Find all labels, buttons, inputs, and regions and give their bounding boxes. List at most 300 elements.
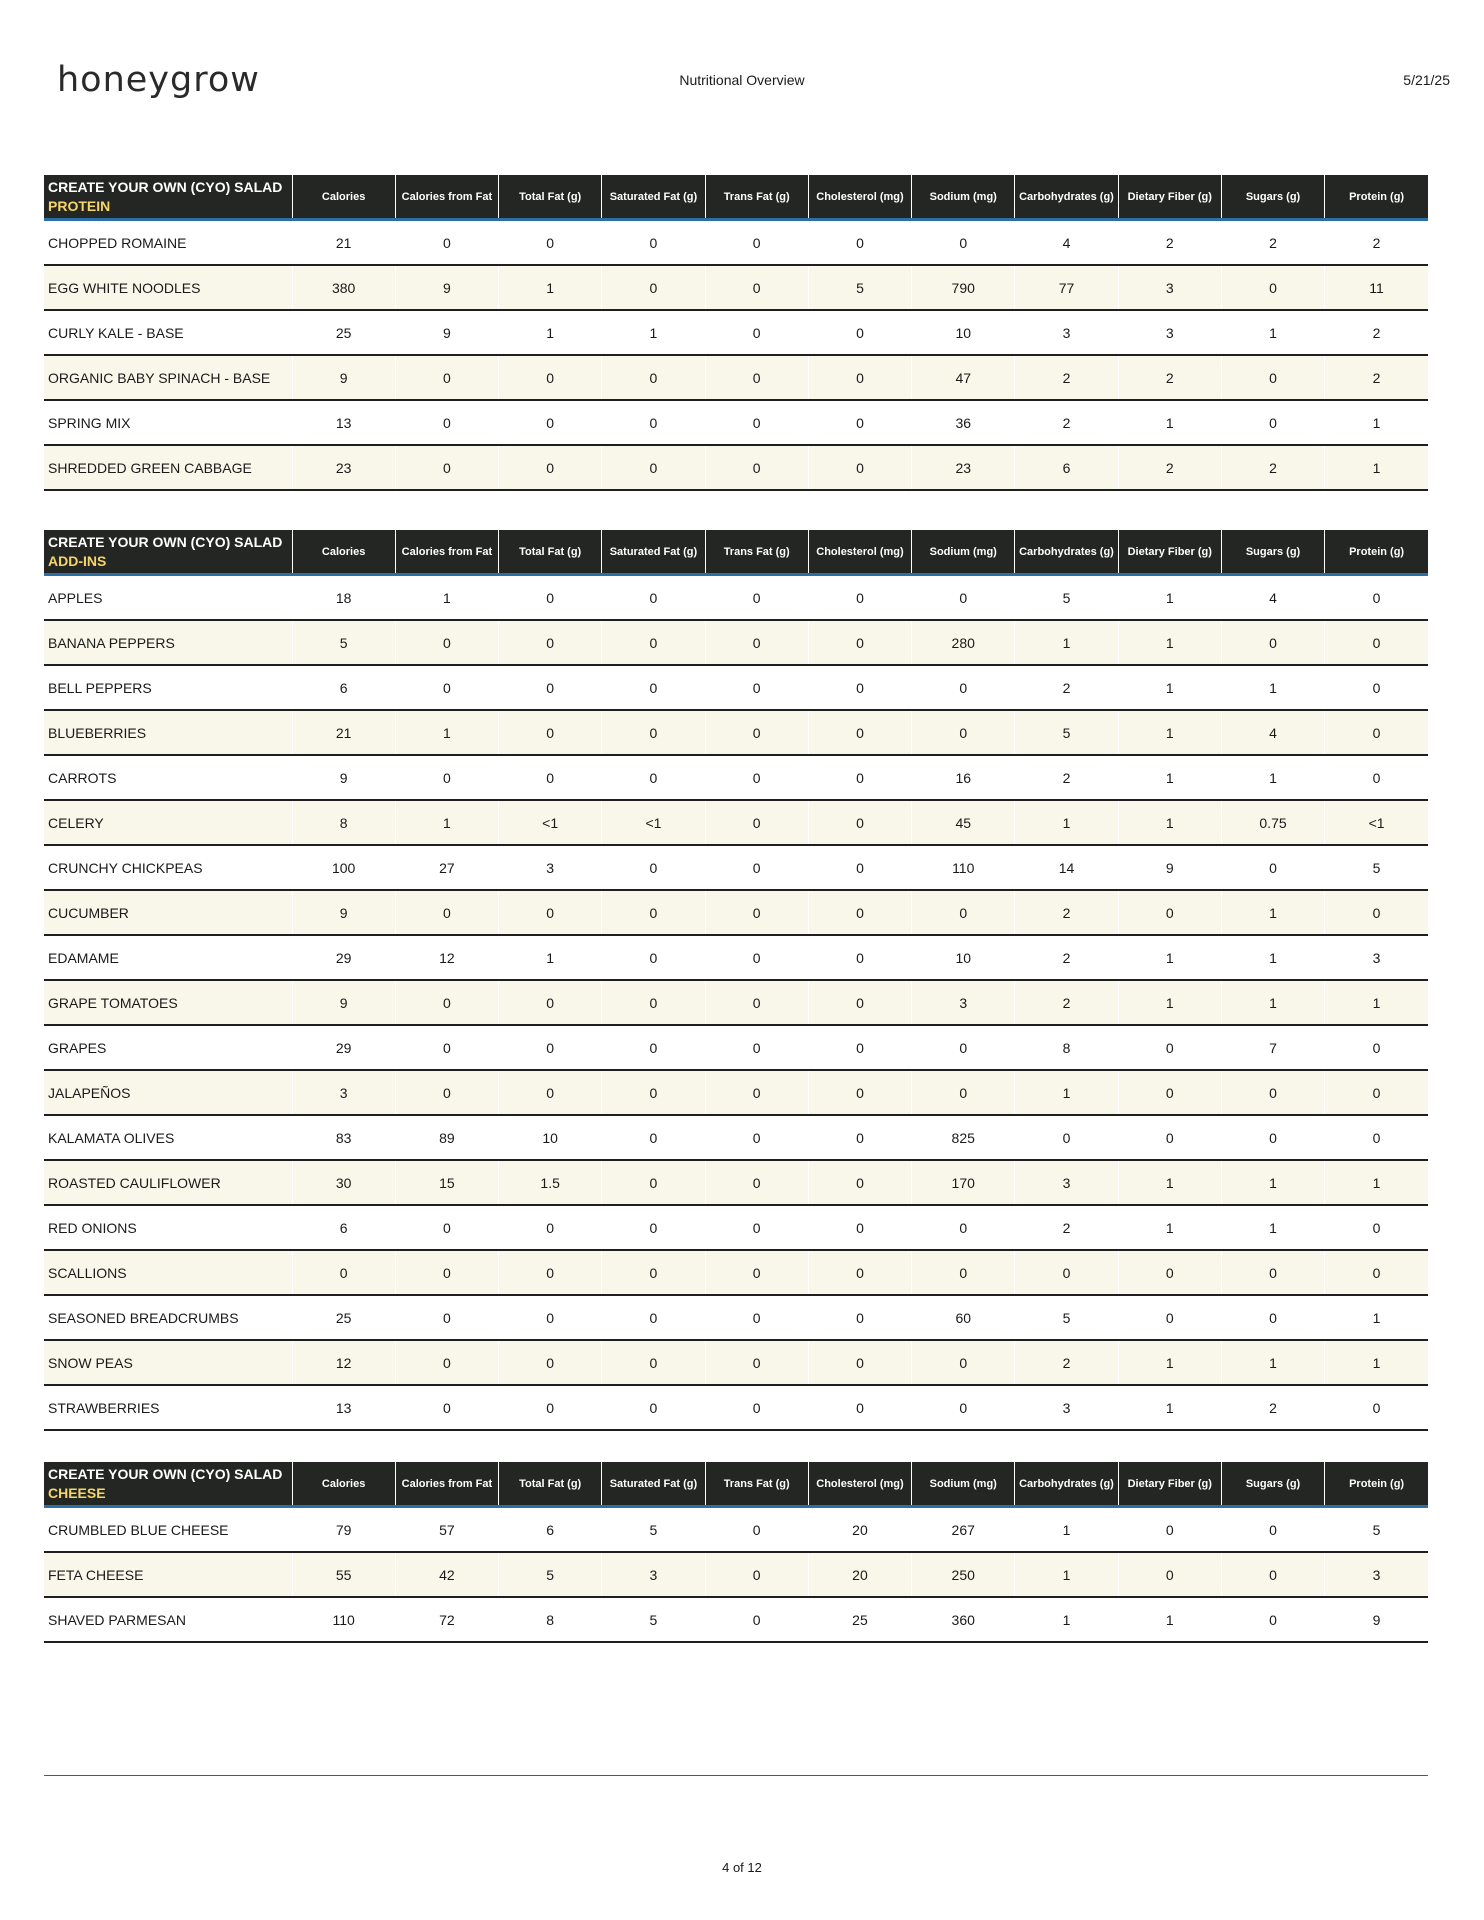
nutrition-value: 3 bbox=[499, 845, 602, 890]
nutrition-value: 0 bbox=[1118, 1250, 1221, 1295]
nutrition-value: 1 bbox=[1118, 1205, 1221, 1250]
nutrition-value: 0 bbox=[808, 1205, 911, 1250]
nutrition-value: 0 bbox=[705, 1115, 808, 1160]
nutrition-value: 0 bbox=[499, 400, 602, 445]
nutrition-value: 27 bbox=[395, 845, 498, 890]
nutrition-value: 0 bbox=[705, 1070, 808, 1115]
nutrition-value: 0 bbox=[912, 1385, 1015, 1430]
nutrition-value: 0 bbox=[705, 755, 808, 800]
table-row bbox=[44, 1070, 1428, 1115]
nutrition-value: 30 bbox=[292, 1160, 395, 1205]
nutrition-value: 5 bbox=[1015, 710, 1118, 755]
nutrition-value: 0 bbox=[1221, 1597, 1324, 1642]
column-header: Total Fat (g) bbox=[499, 1462, 602, 1507]
document-title: Nutritional Overview bbox=[679, 72, 805, 88]
nutrition-value: 0 bbox=[705, 575, 808, 621]
item-name: SNOW PEAS bbox=[44, 1340, 292, 1385]
nutrition-value: 0 bbox=[395, 1070, 498, 1115]
nutrition-value: 1 bbox=[1118, 620, 1221, 665]
nutrition-value: 2 bbox=[1221, 1385, 1324, 1430]
nutrition-value: 0 bbox=[602, 1250, 705, 1295]
nutrition-value: 3 bbox=[1325, 1552, 1428, 1597]
nutrition-value: 1 bbox=[1118, 980, 1221, 1025]
item-name: CELERY bbox=[44, 800, 292, 845]
nutrition-value: 1 bbox=[1221, 935, 1324, 980]
nutrition-value: 1 bbox=[1221, 1160, 1324, 1205]
nutrition-value: 0 bbox=[808, 1025, 911, 1070]
nutrition-value: 10 bbox=[912, 935, 1015, 980]
page-number: 4 of 12 bbox=[722, 1860, 762, 1875]
nutrition-value: 0 bbox=[808, 620, 911, 665]
table-row bbox=[44, 980, 1428, 1025]
nutrition-value: 5 bbox=[602, 1507, 705, 1553]
column-header: Total Fat (g) bbox=[499, 175, 602, 220]
nutrition-value: 20 bbox=[808, 1552, 911, 1597]
nutrition-value: 2 bbox=[1118, 220, 1221, 266]
nutrition-value: 0 bbox=[499, 890, 602, 935]
nutrition-value: 23 bbox=[292, 445, 395, 490]
nutrition-value: 2 bbox=[1325, 355, 1428, 400]
table-row bbox=[44, 400, 1428, 445]
nutrition-value: 1 bbox=[1325, 400, 1428, 445]
nutrition-value: 0 bbox=[912, 1340, 1015, 1385]
nutrition-value: 0 bbox=[1325, 755, 1428, 800]
nutrition-value: 0 bbox=[1221, 1250, 1324, 1295]
nutrition-value: 0 bbox=[1221, 1295, 1324, 1340]
table-row bbox=[44, 620, 1428, 665]
nutrition-value: 2 bbox=[1015, 355, 1118, 400]
nutrition-value: 1 bbox=[1325, 980, 1428, 1025]
nutrition-value: 29 bbox=[292, 1025, 395, 1070]
nutrition-value: 0 bbox=[1325, 710, 1428, 755]
nutrition-value: 0 bbox=[1221, 1115, 1324, 1160]
nutrition-value: 5 bbox=[1015, 575, 1118, 621]
nutrition-value: 2 bbox=[1015, 665, 1118, 710]
nutrition-value: 0 bbox=[1221, 355, 1324, 400]
nutrition-value: 89 bbox=[395, 1115, 498, 1160]
nutrition-value: 0.75 bbox=[1221, 800, 1324, 845]
nutrition-value: 2 bbox=[1221, 220, 1324, 266]
logo: honeygrow bbox=[57, 60, 260, 100]
nutrition-value: 1 bbox=[395, 575, 498, 621]
section-heading bbox=[44, 1462, 292, 1507]
nutrition-value: 2 bbox=[1015, 755, 1118, 800]
nutrition-value: 0 bbox=[602, 575, 705, 621]
nutrition-value: 0 bbox=[705, 220, 808, 266]
table-row bbox=[44, 1385, 1428, 1430]
nutrition-value: 0 bbox=[395, 890, 498, 935]
nutrition-value: 0 bbox=[602, 220, 705, 266]
nutrition-value: 16 bbox=[912, 755, 1015, 800]
item-name: GRAPES bbox=[44, 1025, 292, 1070]
item-name: CRUMBLED BLUE CHEESE bbox=[44, 1507, 292, 1553]
nutrition-value: 0 bbox=[602, 890, 705, 935]
column-header: Sodium (mg) bbox=[912, 1462, 1015, 1507]
nutrition-value: 1 bbox=[1325, 1295, 1428, 1340]
nutrition-value: 0 bbox=[1118, 1552, 1221, 1597]
nutrition-value: 0 bbox=[499, 665, 602, 710]
nutrition-value: 267 bbox=[912, 1507, 1015, 1553]
nutrition-value: 1 bbox=[1221, 1205, 1324, 1250]
nutrition-value: 1 bbox=[1015, 620, 1118, 665]
nutrition-value: 0 bbox=[499, 575, 602, 621]
nutrition-value: 25 bbox=[808, 1597, 911, 1642]
nutrition-value: 6 bbox=[499, 1507, 602, 1553]
nutrition-value: 0 bbox=[1118, 1507, 1221, 1553]
nutrition-value: 0 bbox=[1325, 1025, 1428, 1070]
column-header: Trans Fat (g) bbox=[705, 175, 808, 220]
nutrition-value: 0 bbox=[499, 1385, 602, 1430]
nutrition-value: 0 bbox=[292, 1250, 395, 1295]
nutrition-value: 2 bbox=[1325, 310, 1428, 355]
item-name: GRAPE TOMATOES bbox=[44, 980, 292, 1025]
column-header: Calories from Fat bbox=[395, 1462, 498, 1507]
nutrition-value: 2 bbox=[1118, 445, 1221, 490]
nutrition-value: 0 bbox=[1325, 1115, 1428, 1160]
nutrition-value: 0 bbox=[1325, 1385, 1428, 1430]
nutrition-value: 9 bbox=[395, 310, 498, 355]
nutrition-value: 0 bbox=[808, 220, 911, 266]
nutrition-value: 0 bbox=[808, 1340, 911, 1385]
nutrition-value: 1 bbox=[1015, 1552, 1118, 1597]
nutrition-value: 3 bbox=[1118, 310, 1221, 355]
nutrition-value: 0 bbox=[705, 1205, 808, 1250]
section-heading bbox=[44, 530, 292, 575]
item-name: BANANA PEPPERS bbox=[44, 620, 292, 665]
column-header: Calories from Fat bbox=[395, 175, 498, 220]
nutrition-value: 1 bbox=[1118, 935, 1221, 980]
nutrition-value: 1.5 bbox=[499, 1160, 602, 1205]
column-header: Sodium (mg) bbox=[912, 530, 1015, 575]
nutrition-value: 5 bbox=[1325, 1507, 1428, 1553]
column-header: Dietary Fiber (g) bbox=[1118, 1462, 1221, 1507]
table-header-row bbox=[44, 175, 1428, 220]
nutrition-value: 0 bbox=[808, 575, 911, 621]
nutrition-value: 825 bbox=[912, 1115, 1015, 1160]
item-name: RED ONIONS bbox=[44, 1205, 292, 1250]
nutrition-value: 0 bbox=[705, 710, 808, 755]
nutrition-value: 45 bbox=[912, 800, 1015, 845]
nutrition-value: 0 bbox=[808, 1070, 911, 1115]
nutrition-value: 4 bbox=[1221, 575, 1324, 621]
column-header: Carbohydrates (g) bbox=[1015, 1462, 1118, 1507]
table-row bbox=[44, 1340, 1428, 1385]
nutrition-value: 0 bbox=[395, 355, 498, 400]
nutrition-value: 1 bbox=[1221, 310, 1324, 355]
nutrition-value: 0 bbox=[705, 445, 808, 490]
nutrition-value: 0 bbox=[705, 1250, 808, 1295]
nutrition-value: 0 bbox=[1118, 1295, 1221, 1340]
nutrition-value: 170 bbox=[912, 1160, 1015, 1205]
nutrition-value: 1 bbox=[1118, 1160, 1221, 1205]
nutrition-value: 0 bbox=[499, 755, 602, 800]
nutrition-value: 1 bbox=[1118, 710, 1221, 755]
nutrition-value: 0 bbox=[705, 890, 808, 935]
nutrition-value: 360 bbox=[912, 1597, 1015, 1642]
nutrition-value: 0 bbox=[705, 980, 808, 1025]
nutrition-value: 0 bbox=[602, 1205, 705, 1250]
nutrition-value: 4 bbox=[1015, 220, 1118, 266]
nutrition-value: 0 bbox=[395, 1205, 498, 1250]
nutrition-value: 790 bbox=[912, 265, 1015, 310]
table-row bbox=[44, 220, 1428, 266]
column-header: Protein (g) bbox=[1325, 530, 1428, 575]
nutrition-value: 0 bbox=[705, 1160, 808, 1205]
nutrition-value: 280 bbox=[912, 620, 1015, 665]
nutrition-value: 1 bbox=[1221, 665, 1324, 710]
nutrition-value: 6 bbox=[292, 665, 395, 710]
nutrition-value: 3 bbox=[1015, 310, 1118, 355]
nutrition-value: 0 bbox=[705, 665, 808, 710]
nutrition-value: 0 bbox=[705, 355, 808, 400]
nutrition-value: 2 bbox=[1015, 1340, 1118, 1385]
nutrition-value: 0 bbox=[602, 1340, 705, 1385]
nutrition-value: 3 bbox=[1015, 1160, 1118, 1205]
table-row bbox=[44, 665, 1428, 710]
table-row bbox=[44, 935, 1428, 980]
nutrition-value: 77 bbox=[1015, 265, 1118, 310]
nutrition-value: 0 bbox=[1221, 845, 1324, 890]
table-row bbox=[44, 355, 1428, 400]
nutrition-value: 2 bbox=[1015, 1205, 1118, 1250]
item-name: SCALLIONS bbox=[44, 1250, 292, 1295]
nutrition-value: 0 bbox=[499, 445, 602, 490]
nutrition-value: 25 bbox=[292, 1295, 395, 1340]
nutrition-value: 0 bbox=[808, 665, 911, 710]
nutrition-value: 2 bbox=[1015, 980, 1118, 1025]
nutrition-value: 0 bbox=[1325, 1070, 1428, 1115]
nutrition-value: 0 bbox=[395, 1295, 498, 1340]
nutrition-value: 0 bbox=[705, 265, 808, 310]
nutrition-value: 6 bbox=[292, 1205, 395, 1250]
nutrition-value: 0 bbox=[499, 1340, 602, 1385]
nutrition-value: 9 bbox=[292, 755, 395, 800]
nutrition-value: 0 bbox=[602, 755, 705, 800]
nutrition-value: 1 bbox=[395, 710, 498, 755]
nutrition-value: 0 bbox=[912, 1025, 1015, 1070]
nutrition-value: 0 bbox=[705, 1385, 808, 1430]
nutrition-value: 0 bbox=[602, 665, 705, 710]
nutrition-value: <1 bbox=[1325, 800, 1428, 845]
nutrition-value: 0 bbox=[1118, 1070, 1221, 1115]
nutrition-value: 2 bbox=[1015, 935, 1118, 980]
nutrition-value: 250 bbox=[912, 1552, 1015, 1597]
nutrition-value: 0 bbox=[808, 1115, 911, 1160]
nutrition-value: 0 bbox=[912, 710, 1015, 755]
column-header: Sugars (g) bbox=[1221, 530, 1324, 575]
nutrition-value: 8 bbox=[1015, 1025, 1118, 1070]
table-row bbox=[44, 1115, 1428, 1160]
nutrition-value: 3 bbox=[602, 1552, 705, 1597]
nutrition-value: 0 bbox=[602, 620, 705, 665]
item-name: JALAPEÑOS bbox=[44, 1070, 292, 1115]
nutrition-value: 0 bbox=[602, 1385, 705, 1430]
nutrition-value: 1 bbox=[499, 265, 602, 310]
nutrition-value: 1 bbox=[1221, 980, 1324, 1025]
nutrition-value: 110 bbox=[292, 1597, 395, 1642]
nutrition-value: 0 bbox=[602, 845, 705, 890]
item-name: KALAMATA OLIVES bbox=[44, 1115, 292, 1160]
nutrition-table bbox=[44, 1462, 1428, 1643]
nutrition-value: 0 bbox=[602, 1115, 705, 1160]
nutrition-value: 0 bbox=[808, 1160, 911, 1205]
table-row bbox=[44, 755, 1428, 800]
nutrition-value: 0 bbox=[602, 445, 705, 490]
nutrition-value: 0 bbox=[499, 1070, 602, 1115]
nutrition-value: 0 bbox=[808, 890, 911, 935]
nutrition-value: 1 bbox=[1325, 1340, 1428, 1385]
item-name: ORGANIC BABY SPINACH - BASE bbox=[44, 355, 292, 400]
nutrition-value: 55 bbox=[292, 1552, 395, 1597]
table-row bbox=[44, 1250, 1428, 1295]
nutrition-value: 11 bbox=[1325, 265, 1428, 310]
column-header: Protein (g) bbox=[1325, 175, 1428, 220]
column-header: Total Fat (g) bbox=[499, 530, 602, 575]
nutrition-value: 0 bbox=[1118, 890, 1221, 935]
section-title: CREATE YOUR OWN (CYO) SALAD bbox=[48, 533, 283, 550]
nutrition-value: 1 bbox=[1118, 1385, 1221, 1430]
table-row bbox=[44, 1507, 1428, 1553]
nutrition-value: 0 bbox=[499, 1025, 602, 1070]
nutrition-value: 0 bbox=[395, 980, 498, 1025]
nutrition-value: 5 bbox=[292, 620, 395, 665]
nutrition-value: 0 bbox=[1325, 665, 1428, 710]
nutrition-value: 0 bbox=[705, 400, 808, 445]
nutrition-value: 0 bbox=[1015, 1250, 1118, 1295]
nutrition-value: 0 bbox=[808, 1385, 911, 1430]
item-name: CARROTS bbox=[44, 755, 292, 800]
column-header: Calories bbox=[292, 530, 395, 575]
nutrition-value: 1 bbox=[499, 310, 602, 355]
nutrition-value: 0 bbox=[808, 980, 911, 1025]
table-row bbox=[44, 1025, 1428, 1070]
nutrition-value: 9 bbox=[292, 980, 395, 1025]
table-row bbox=[44, 1160, 1428, 1205]
nutrition-value: 79 bbox=[292, 1507, 395, 1553]
nutrition-value: 6 bbox=[1015, 445, 1118, 490]
table-row bbox=[44, 265, 1428, 310]
nutrition-value: 0 bbox=[808, 445, 911, 490]
nutrition-value: 1 bbox=[1015, 800, 1118, 845]
table-row bbox=[44, 845, 1428, 890]
nutrition-value: 0 bbox=[912, 1250, 1015, 1295]
nutrition-value: 1 bbox=[1118, 665, 1221, 710]
table-row bbox=[44, 445, 1428, 490]
document-date: 5/21/25 bbox=[1403, 72, 1450, 88]
nutrition-value: 5 bbox=[808, 265, 911, 310]
nutrition-value: 0 bbox=[912, 665, 1015, 710]
nutrition-value: 72 bbox=[395, 1597, 498, 1642]
nutrition-value: 0 bbox=[1221, 265, 1324, 310]
nutrition-value: 0 bbox=[705, 1340, 808, 1385]
item-name: CURLY KALE - BASE bbox=[44, 310, 292, 355]
table-row bbox=[44, 1552, 1428, 1597]
nutrition-value: 0 bbox=[602, 980, 705, 1025]
table-row bbox=[44, 575, 1428, 621]
nutrition-value: 5 bbox=[1325, 845, 1428, 890]
table-row bbox=[44, 1295, 1428, 1340]
item-name: ROASTED CAULIFLOWER bbox=[44, 1160, 292, 1205]
nutrition-value: 0 bbox=[705, 310, 808, 355]
nutrition-value: 10 bbox=[912, 310, 1015, 355]
section-title: CREATE YOUR OWN (CYO) SALAD bbox=[48, 1465, 283, 1482]
item-name: SHREDDED GREEN CABBAGE bbox=[44, 445, 292, 490]
nutrition-value: 1 bbox=[1325, 445, 1428, 490]
column-header: Sodium (mg) bbox=[912, 175, 1015, 220]
nutrition-value: 60 bbox=[912, 1295, 1015, 1340]
nutrition-value: 110 bbox=[912, 845, 1015, 890]
item-name: FETA CHEESE bbox=[44, 1552, 292, 1597]
nutrition-value: 0 bbox=[808, 310, 911, 355]
add-ins-table bbox=[44, 530, 1428, 1431]
nutrition-value: 83 bbox=[292, 1115, 395, 1160]
nutrition-value: 1 bbox=[1015, 1507, 1118, 1553]
nutrition-value: 1 bbox=[1221, 890, 1324, 935]
nutrition-value: 2 bbox=[1221, 445, 1324, 490]
column-header: Saturated Fat (g) bbox=[602, 1462, 705, 1507]
section-category: CHEESE bbox=[48, 1484, 106, 1501]
nutrition-value: 0 bbox=[395, 1250, 498, 1295]
nutrition-value: 1 bbox=[1221, 1340, 1324, 1385]
nutrition-value: 5 bbox=[1015, 1295, 1118, 1340]
nutrition-value: 0 bbox=[912, 1070, 1015, 1115]
nutrition-value: 36 bbox=[912, 400, 1015, 445]
nutrition-value: 57 bbox=[395, 1507, 498, 1553]
table-row bbox=[44, 1205, 1428, 1250]
nutrition-value: 1 bbox=[602, 310, 705, 355]
nutrition-value: 42 bbox=[395, 1552, 498, 1597]
nutrition-value: 12 bbox=[292, 1340, 395, 1385]
nutrition-value: 0 bbox=[499, 220, 602, 266]
item-name: BLUEBERRIES bbox=[44, 710, 292, 755]
column-header: Sugars (g) bbox=[1221, 175, 1324, 220]
nutrition-value: 1 bbox=[499, 935, 602, 980]
nutrition-value: 0 bbox=[602, 710, 705, 755]
nutrition-value: 0 bbox=[705, 1507, 808, 1553]
nutrition-value: 100 bbox=[292, 845, 395, 890]
nutrition-value: 0 bbox=[499, 620, 602, 665]
nutrition-value: 9 bbox=[395, 265, 498, 310]
item-name: SHAVED PARMESAN bbox=[44, 1597, 292, 1642]
nutrition-value: 1 bbox=[1325, 1160, 1428, 1205]
nutrition-value: 1 bbox=[1118, 1340, 1221, 1385]
nutrition-value: 0 bbox=[395, 1385, 498, 1430]
section-category: PROTEIN bbox=[48, 197, 111, 214]
section-category: ADD-INS bbox=[48, 552, 107, 569]
nutrition-value: 8 bbox=[499, 1597, 602, 1642]
nutrition-value: 1 bbox=[1221, 755, 1324, 800]
nutrition-value: 23 bbox=[912, 445, 1015, 490]
nutrition-value: 0 bbox=[912, 575, 1015, 621]
nutrition-value: 0 bbox=[1221, 620, 1324, 665]
nutrition-value: 0 bbox=[912, 1205, 1015, 1250]
nutrition-value: 3 bbox=[1015, 1385, 1118, 1430]
item-name: CUCUMBER bbox=[44, 890, 292, 935]
nutrition-value: 0 bbox=[808, 1295, 911, 1340]
nutrition-value: <1 bbox=[602, 800, 705, 845]
column-header: Cholesterol (mg) bbox=[808, 1462, 911, 1507]
nutrition-value: 0 bbox=[395, 400, 498, 445]
nutrition-value: 2 bbox=[1015, 890, 1118, 935]
nutrition-value: 7 bbox=[1221, 1025, 1324, 1070]
column-header: Trans Fat (g) bbox=[705, 1462, 808, 1507]
nutrition-value: 8 bbox=[292, 800, 395, 845]
nutrition-value: 13 bbox=[292, 1385, 395, 1430]
section-title: CREATE YOUR OWN (CYO) SALAD bbox=[48, 178, 283, 195]
nutrition-value: 0 bbox=[395, 755, 498, 800]
nutrition-value: 3 bbox=[1118, 265, 1221, 310]
nutrition-value: 0 bbox=[705, 800, 808, 845]
